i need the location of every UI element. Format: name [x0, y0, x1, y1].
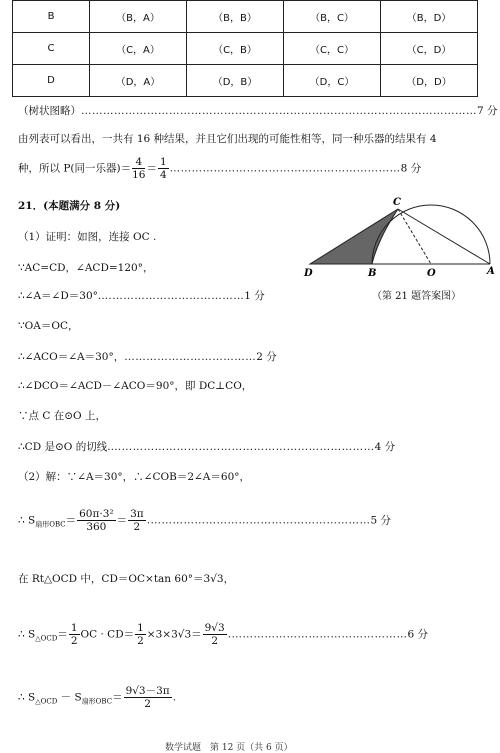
label-C: C	[393, 197, 401, 208]
triangle-area-line: ∴ $S_{\triangle OCD}=$ $\frac{1}{2}$ OC · CD＝ $\frac{1}{2}$ ×3×3√3＝ $\frac{9√3}{2}$ .…………………………………………6 分	[18, 622, 429, 647]
table-cell: （D，D）	[381, 65, 478, 97]
proof-line-6: ∴∠DCO＝∠ACD－∠ACO＝90°，即 DC⊥CO，	[18, 380, 253, 392]
prob-prefix: 种，所以 P(同一乐器)＝	[18, 162, 132, 175]
q21-title: 21．(本题满分 8 分)	[18, 200, 121, 212]
table-cell: （B，C）	[284, 1, 381, 33]
list-text: 由列表可以看出，一共有 16 种结果，并且它们出现的可能性相等，同一种乐器的结果有 4	[18, 133, 437, 145]
label-B: B	[368, 268, 377, 279]
radius-oc	[398, 209, 431, 264]
table-cell: （D，C）	[284, 65, 381, 97]
proof-line-7: ∵点 C 在⊙O 上，	[18, 410, 106, 422]
proof-line-5: ∴∠ACO＝∠A＝30°，………………………………2 分	[18, 351, 277, 363]
row-header-cell: D	[13, 65, 90, 97]
table-cell: （C，D）	[381, 33, 478, 65]
table-cell: （C，A）	[90, 33, 187, 65]
label-A: A	[487, 266, 495, 277]
score-1: 1 分	[244, 290, 265, 302]
table-cell: （D，B）	[187, 65, 284, 97]
score-2: 2 分	[256, 351, 277, 363]
geometry-figure	[300, 195, 500, 305]
score-6: 6 分	[407, 628, 429, 641]
table-cell: （C，B）	[187, 33, 284, 65]
outcome-table	[12, 0, 478, 97]
prob-frac-2: $\frac{1}{4}$	[159, 156, 167, 181]
label-O: O	[427, 268, 436, 279]
table-row	[13, 33, 478, 65]
label-D: D	[304, 268, 313, 279]
table-cell: （D，A）	[90, 65, 187, 97]
proof-line-3: ∴∠A＝∠D＝30°.…………………………………1 分	[18, 290, 265, 302]
chord-ca	[398, 209, 490, 264]
table-cell: （C，C）	[284, 33, 381, 65]
figure-caption: （第 21 题答案图）	[372, 291, 462, 302]
row-header-cell: C	[13, 33, 90, 65]
solution-line-1: （2）解：∵∠A＝30°，∴∠COB＝2∠A＝60°，	[18, 471, 250, 483]
tree-note-line: （树状图略）………………………………………………………………………………………………7 分	[18, 105, 498, 117]
tree-note: （树状图略）	[18, 105, 81, 117]
shaded-region	[310, 209, 398, 264]
score-7: 7 分	[477, 105, 498, 117]
sector-area-line: ∴ $S_{扇形OBC}=$ $\frac{\text{60π·3²}}{360}$ ＝ $\frac{3\pi}{2}$ .……………………………………………………5 分	[18, 508, 392, 533]
table-cell: （B，A）	[90, 1, 187, 33]
row-header-cell: B	[13, 1, 90, 33]
proof-line-1: （1）证明：如图，连接 OC .	[18, 231, 157, 243]
rt-triangle-line: 在 Rt△OCD 中，CD＝OC×tan 60°＝3√3，	[18, 573, 235, 585]
table-cell: （B，D）	[381, 1, 478, 33]
proof-line-4: ∵OA＝OC，	[18, 320, 79, 332]
score-4: 4 分	[374, 441, 396, 453]
proof-line-8: ∴CD 是⊙O 的切线.………………………………………………………………4 分	[18, 441, 396, 453]
score-5: 5 分	[370, 514, 392, 527]
prob-line: 种，所以 P(同一乐器)＝ $\frac{4}{16}$ ＝ $\frac{1}{4}$ ………………………………………………………8 分	[18, 156, 422, 181]
table-row	[13, 1, 478, 33]
table-cell: （B，B）	[187, 1, 284, 33]
shaded-area-line: ∴ $S_{\triangle OCD} - S_{扇形OBC}=$ $\frac{9√3-3\pi}{2}$ .	[18, 685, 177, 710]
score-8: 8 分	[400, 162, 422, 175]
proof-line-2: ∵AC=CD，∠ACD=120°，	[18, 262, 154, 274]
page-footer: 数学试题 第 12 页（共 6 页）	[165, 743, 293, 753]
prob-frac-1: $\frac{4}{16}$	[132, 156, 146, 181]
table-row	[13, 65, 478, 97]
